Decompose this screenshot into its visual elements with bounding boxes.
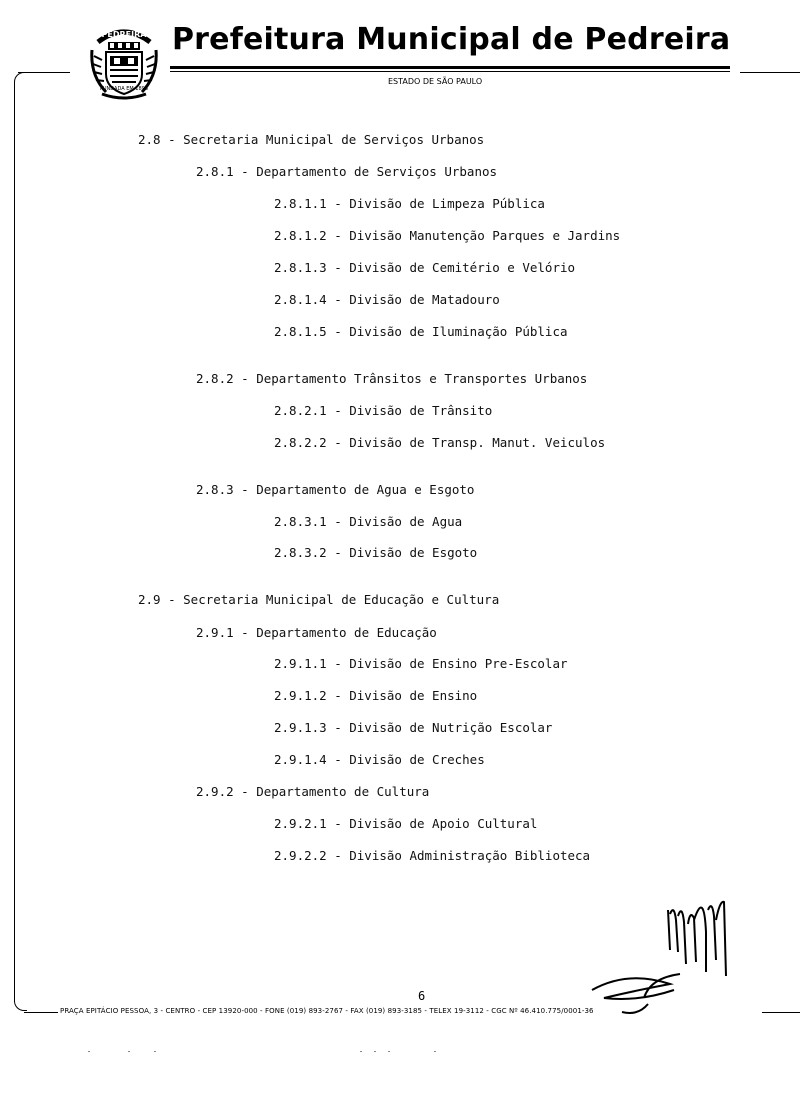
section-heading: 2.8 - Secretaria Municipal de Serviços Urbanos [138, 132, 485, 147]
frame-corner [14, 72, 27, 85]
crest-caption: FUNDADA EM 1896 [99, 86, 149, 92]
frame-line-left [14, 82, 15, 1002]
section-heading: 2.9 - Secretaria Municipal de Educação e Cultura [138, 592, 500, 607]
footer-rule-right [762, 1012, 800, 1013]
division-item: 2.9.1.1 - Divisão de Ensino Pre-Escolar [274, 656, 568, 671]
division-item: 2.8.3.1 - Divisão de Agua [274, 514, 463, 529]
department-item: 2.8.2 - Departamento Trânsitos e Transportes Urbanos [196, 371, 588, 386]
division-item: 2.8.3.2 - Divisão de Esgoto [274, 545, 478, 560]
frame-line-right [740, 72, 800, 73]
department-item: 2.8.1 - Departamento de Serviços Urbanos [196, 164, 498, 179]
initials-mark [588, 968, 688, 1018]
division-item: 2.9.2.1 - Divisão de Apoio Cultural [274, 816, 538, 831]
page-title: Prefeitura Municipal de Pedreira [172, 22, 731, 57]
scan-noise [88, 1050, 448, 1054]
division-item: 2.8.1.4 - Divisão de Matadouro [274, 292, 500, 307]
crest-text: PEDREIRA [101, 30, 147, 39]
title-rule [170, 66, 730, 69]
footer-rule [24, 1012, 58, 1013]
division-item: 2.8.2.1 - Divisão de Trânsito [274, 403, 493, 418]
department-item: 2.9.2 - Departamento de Cultura [196, 784, 430, 799]
signature-mark [660, 880, 730, 980]
division-item: 2.8.1.3 - Divisão de Cemitério e Velório [274, 260, 576, 275]
department-item: 2.8.3 - Departamento de Agua e Esgoto [196, 482, 475, 497]
division-item: 2.9.2.2 - Divisão Administração Biblioteca [274, 848, 591, 863]
division-item: 2.8.2.2 - Divisão de Transp. Manut. Veiculos [274, 435, 606, 450]
state-subtitle: ESTADO DE SÃO PAULO [388, 77, 483, 86]
department-item: 2.9.1 - Departamento de Educação [196, 625, 437, 640]
division-item: 2.8.1.2 - Divisão Manutenção Parques e Jardins [274, 228, 621, 243]
division-item: 2.8.1.5 - Divisão de Iluminação Pública [274, 324, 568, 339]
title-rule-thin [170, 71, 730, 72]
frame-corner-bottom [14, 998, 27, 1011]
division-item: 2.9.1.2 - Divisão de Ensino [274, 688, 478, 703]
division-item: 2.9.1.4 - Divisão de Creches [274, 752, 485, 767]
footer-address: PRAÇA EPITÁCIO PESSOA, 3 - CENTRO - CEP 13920-000 - FONE (019) 893-2767 - FAX (019) 893-3185 - TELEX 19-3112 - CGC Nº 46.410.775/0001-36 [60, 1007, 594, 1015]
coat-of-arms-icon [88, 20, 160, 106]
division-item: 2.9.1.3 - Divisão de Nutrição Escolar [274, 720, 553, 735]
page-number: 6 [418, 989, 426, 1003]
division-item: 2.8.1.1 - Divisão de Limpeza Pública [274, 196, 545, 211]
